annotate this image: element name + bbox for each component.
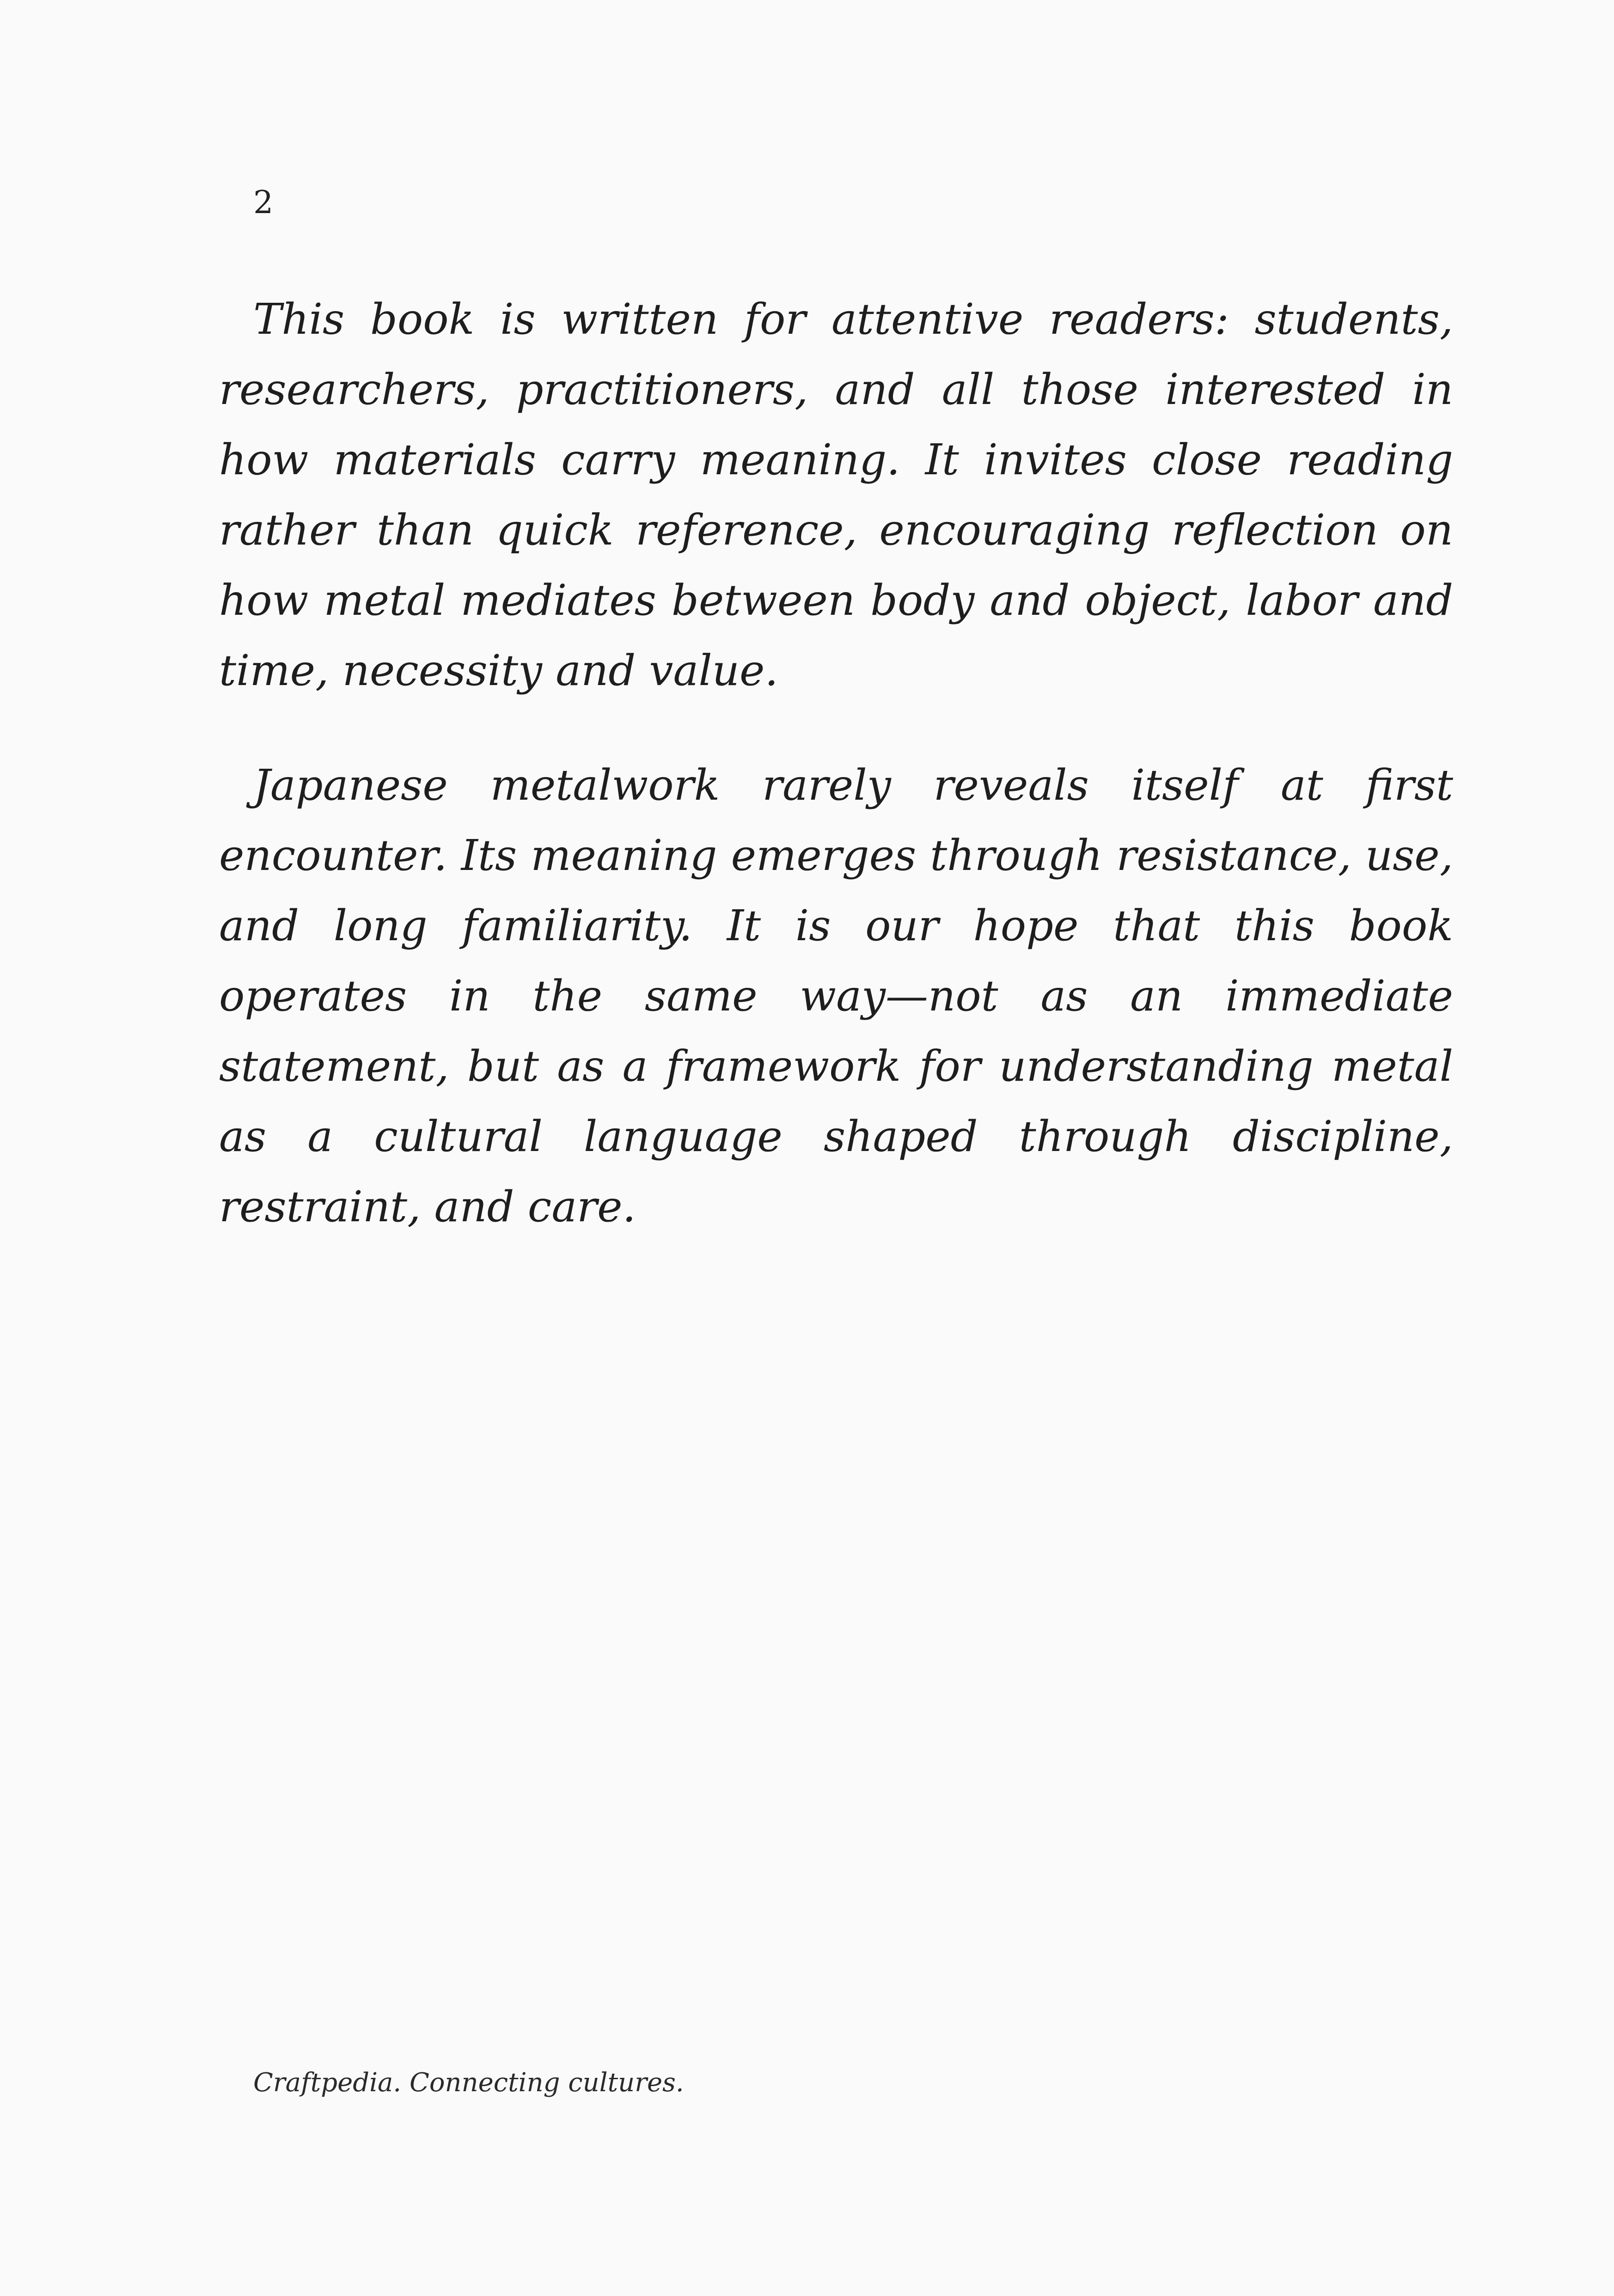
body-text (219, 284, 1453, 1242)
paragraph-2: Japanese metalwork rarely reveals itself at first encounter. Its meaning emerges through resistance, use, and long familiarity. It is our hope that this book operates in the same way—not as an immediate statement, but as a framework for understanding metal as a cultural language shaped through discipline, restraint, and care. (219, 760, 1453, 1231)
paragraph-1: This book is written for attentive readers: students, researchers, practitioners, and all those interested in how materials carry meaning. It invites close reading rather than quick reference, encouraging reflection on how metal mediates between body and object, labor and time, necessity and value. (219, 294, 1453, 695)
page-footer: Craftpedia. Connecting cultures. (253, 2068, 684, 2098)
page-number: 2 (253, 184, 274, 221)
